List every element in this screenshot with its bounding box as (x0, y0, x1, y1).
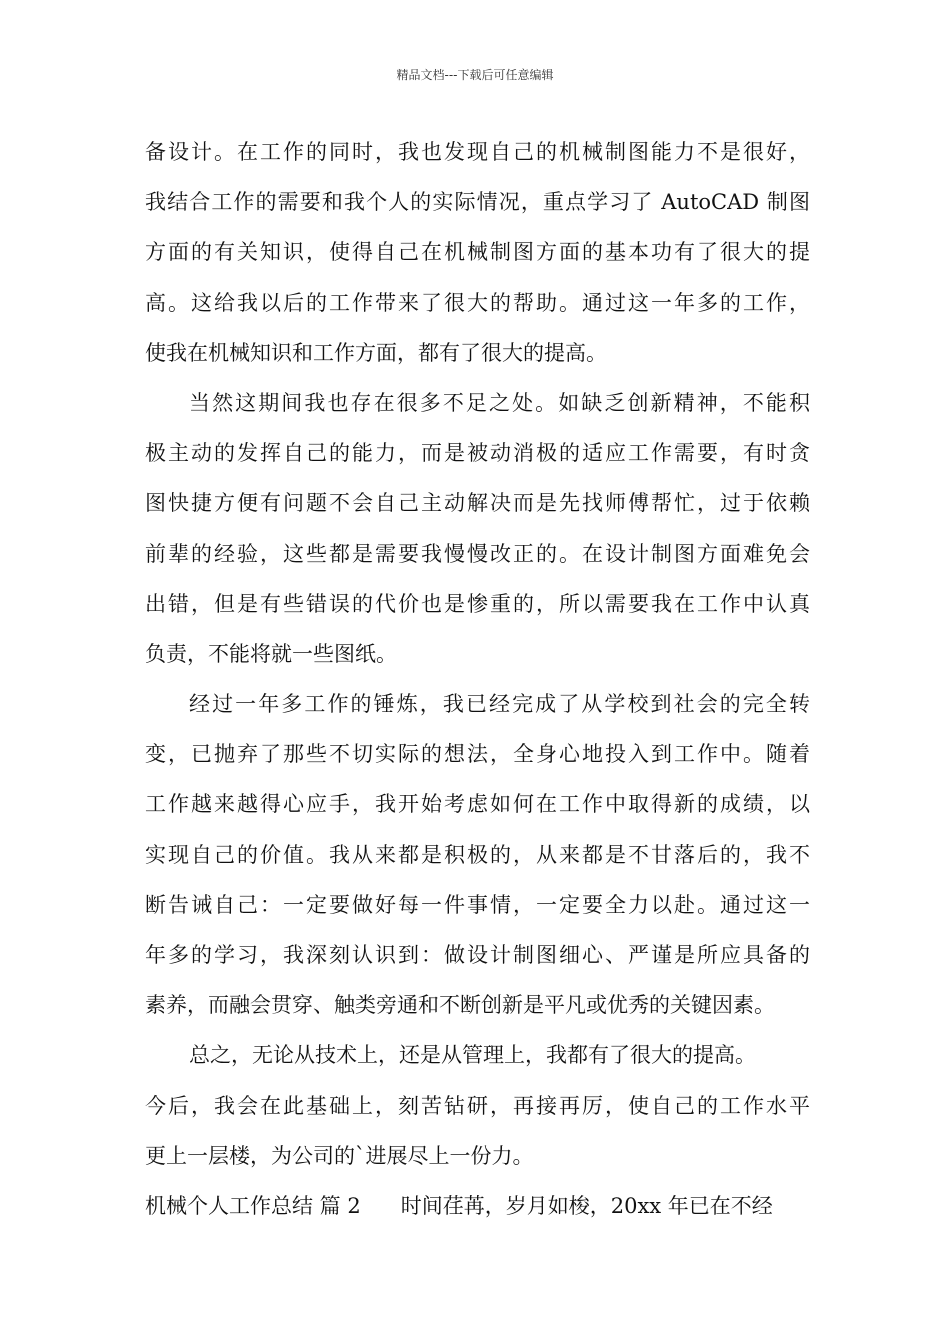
paragraph (145, 127, 810, 378)
page-header: 精品文档---下载后可任意编辑 (396, 68, 554, 82)
section-heading-line (145, 1181, 810, 1231)
text-line: 素养，而融会贯穿、触类旁通和不断创新是平凡或优秀的关键因素。 (145, 993, 775, 1018)
text-line: 备设计。在工作的同时，我也发现自己的机械制图能力不是很好， (145, 140, 810, 164)
text-line: 工作越来越得心应手，我开始考虑如何在工作中取得新的成绩，以 (145, 792, 810, 817)
text-line: 极主动的发挥自己的能力，而是被动消极的适应工作需要，有时贪 (145, 441, 810, 466)
text-line: 更上一层楼，为公司的`进展尽上一份力。 (145, 1143, 534, 1168)
text-line: 变，已抛弃了那些不切实际的想法，全身心地投入到工作中。随着 (145, 742, 810, 767)
text-line: 使我在机械知识和工作方面，都有了很大的提高。 (145, 340, 607, 365)
paragraph (145, 1030, 810, 1181)
text-line: 经过一年多工作的锤炼，我已经完成了从学校到社会的完全转 (189, 692, 810, 717)
text-line: 方面的有关知识，使得自己在机械制图方面的基本功有了很大的提 (145, 240, 810, 265)
text-line: 年多的学习，我深刻认识到：做设计制图细心、严谨是所应具备的 (145, 943, 810, 967)
text-line: 前辈的经验，这些都是需要我慢慢改正的。在设计制图方面难免会 (145, 541, 810, 566)
text-line: 高。这给我以后的工作带来了很大的帮助。通过这一年多的工作， (145, 290, 810, 315)
text-line: 断告诫自己：一定要做好每一件事情，一定要全力以赴。通过这一 (145, 892, 810, 917)
paragraph (145, 679, 810, 1030)
text-line: 总之，无论从技术上，还是从管理上，我都有了很大的提高。 (189, 1043, 756, 1068)
text-line: 图快捷方便有问题不会自己主动解决而是先找师傅帮忙，过于依赖 (145, 491, 810, 516)
text-line: 实现自己的价值。我从来都是积极的，从来都是不甘落后的，我不 (145, 842, 810, 867)
text-line: 出错，但是有些错误的代价也是惨重的，所以需要我在工作中认真 (145, 591, 810, 616)
text-line: 我结合工作的需要和我个人的实际情况，重点学习了 AutoCAD 制图 (145, 190, 810, 215)
text-line: 今后，我会在此基础上，刻苦钻研，再接再厉，使自己的工作水平 (145, 1093, 810, 1118)
section-opening-text: 时间荏苒，岁月如梭，20xx 年已在不经 (400, 1193, 773, 1218)
paragraph (145, 378, 810, 679)
section-title: 机械个人工作总结 篇 2 (145, 1193, 361, 1218)
text-line: 当然这期间我也存在很多不足之处。如缺乏创新精神，不能积 (189, 390, 810, 415)
document-body (145, 127, 810, 1231)
text-line: 负责，不能将就一些图纸。 (145, 641, 397, 666)
